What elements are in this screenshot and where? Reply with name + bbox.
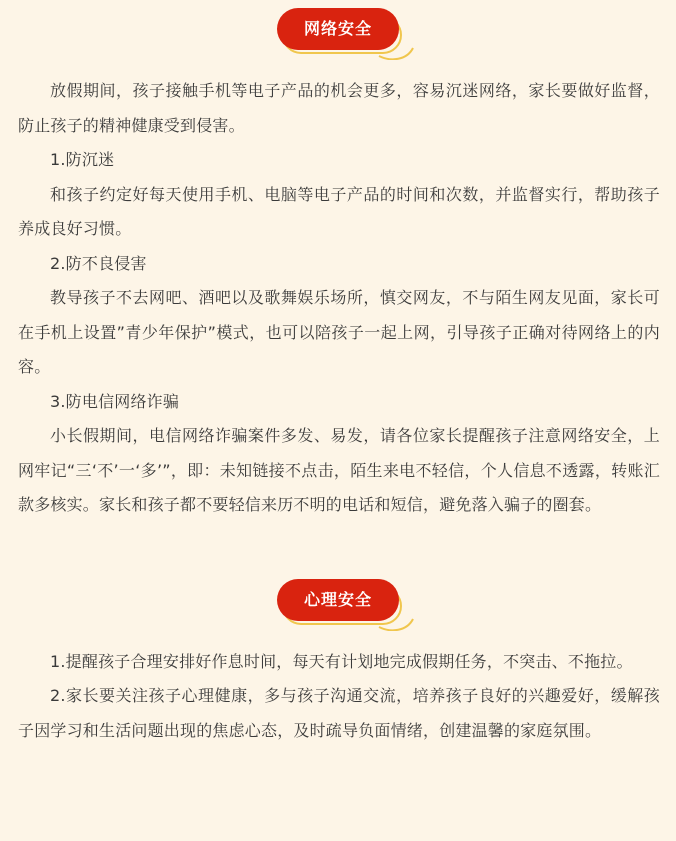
paragraph-mental-health: 2.家长要关注孩子心理健康，多与孩子沟通交流，培养孩子良好的兴趣爱好，缓解孩子因学习和生活问题出现的焦虑心态，及时疏导负面情绪，创建温馨的家庭氛围。 <box>18 686 660 740</box>
paragraph-intro: 放假期间，孩子接触手机等电子产品的机会更多，容易沉迷网络，家长要做好监督，防止孩子的精神健康受到侵害。 <box>18 81 660 135</box>
title-badge <box>277 579 422 629</box>
section-header <box>0 0 676 60</box>
paragraph-fraud-prevention: 小长假期间，电信网络诈骗案件多发、易发，请各位家长提醒孩子注意网络安全，上网牢记“三‘不’一‘多’”，即：未知链接不点击，陌生来电不轻信，个人信息不透露，转账汇款多核实。家长和孩子都不要轻信来历不明的电话和短信，避免落入骗子的圈套。 <box>18 426 660 514</box>
subheading-fraud-prevention: 3.防电信网络诈骗 <box>50 391 180 411</box>
section-mental-safety <box>0 571 676 749</box>
section-title: 网络安全 <box>277 8 399 50</box>
section-body <box>0 74 676 523</box>
swirl-decoration-icon <box>377 609 417 631</box>
subheading-anti-addiction: 1.防沉迷 <box>50 150 115 169</box>
subheading-harm-prevention: 2.防不良侵害 <box>50 253 147 273</box>
section-title: 心理安全 <box>277 579 399 621</box>
section-body <box>0 645 676 749</box>
title-badge <box>277 8 422 58</box>
paragraph-anti-addiction: 和孩子约定好每天使用手机、电脑等电子产品的时间和次数，并监督实行，帮助孩子养成良好习惯。 <box>18 184 660 238</box>
section-spacer <box>0 523 676 571</box>
section-header <box>0 571 676 631</box>
paragraph-harm-prevention: 教导孩子不去网吧、酒吧以及歌舞娱乐场所，慎交网友，不与陌生网友见面，家长可在手机上设置”青少年保护”模式，也可以陪孩子一起上网，引导孩子正确对待网络上的内容。 <box>18 288 660 376</box>
paragraph-schedule: 1.提醒孩子合理安排好作息时间，每天有计划地完成假期任务，不突击、不拖拉。 <box>50 651 633 671</box>
swirl-decoration-icon <box>377 38 417 60</box>
